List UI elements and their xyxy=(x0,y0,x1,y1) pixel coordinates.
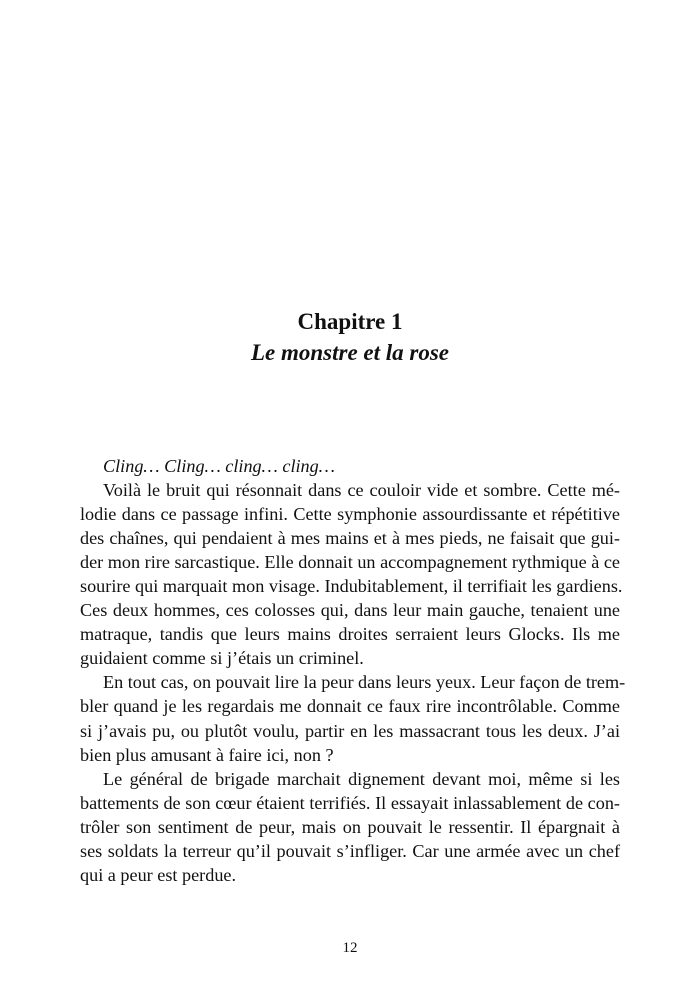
text-line: Ces deux hommes, ces colosses qui, dans leur main gauche, tenaient une xyxy=(80,600,620,621)
text-line: bler quand je les regardais me donnait ce faux rire incontrôlable. Comme xyxy=(80,696,620,717)
text-line: sourire qui marquait mon visage. Indubitablement, il terrifiait les gardiens. xyxy=(80,576,623,597)
chapter-body xyxy=(80,454,626,887)
text-line: ses soldats la terreur qu’il pouvait s’infliger. Car une armée avec un chef xyxy=(80,840,620,861)
text-line: Le général de brigade marchait dignement devant moi, même si les xyxy=(103,768,620,789)
text-line: qui a peur est perdue. xyxy=(80,864,237,885)
text-line: guidaient comme si j’étais un criminel. xyxy=(80,648,364,669)
chapter-title: Chapitre 1 xyxy=(297,309,403,334)
text-line: En tout cas, on pouvait lire la peur dans leurs yeux. Leur façon de trem- xyxy=(103,672,626,693)
text-line: bien plus amusant à faire ici, non ? xyxy=(80,744,334,765)
text-line: si j’avais pu, ou plutôt voulu, partir en les massacrant tous les deux. J’ai xyxy=(80,720,620,741)
chapter-subtitle: Le monstre et la rose xyxy=(250,340,450,365)
page-number: 12 xyxy=(342,940,358,956)
text-line: matraque, tandis que leurs mains droites serraient leurs Glocks. Ils me xyxy=(80,624,620,645)
text-line: battements de son cœur étaient terrifiés. Il essayait inlassablement de con- xyxy=(80,792,620,813)
text-line: Cling… Cling… cling… cling… xyxy=(103,456,335,476)
text-line: lodie dans ce passage infini. Cette symphonie assourdissante et répétitive xyxy=(80,504,620,525)
text-line: Voilà le bruit qui résonnait dans ce couloir vide et sombre. Cette mé- xyxy=(103,480,620,501)
text-line: trôler son sentiment de peur, mais on pouvait le ressentir. Il épargnait à xyxy=(80,816,620,837)
text-line: des chaînes, qui pendaient à mes mains et à mes pieds, ne faisait que gui- xyxy=(80,528,620,549)
text-line: der mon rire sarcastique. Elle donnait un accompagnement rythmique à ce xyxy=(80,552,620,573)
